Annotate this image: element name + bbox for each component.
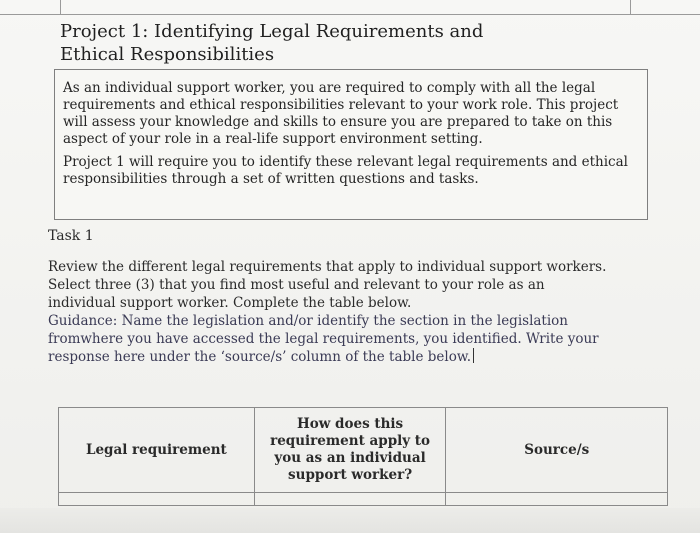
page-bottom-edge bbox=[0, 508, 700, 533]
text-cursor bbox=[473, 348, 474, 363]
column-divider bbox=[630, 0, 631, 14]
requirements-table bbox=[58, 407, 668, 506]
header-sources: Source/s bbox=[446, 408, 668, 493]
project-title: Project 1: Identifying Legal Requirements and Ethical Responsibilities bbox=[60, 21, 484, 65]
header-how-applies: How does this requirement apply to you as an individual support worker? bbox=[254, 408, 446, 493]
column-divider bbox=[60, 0, 61, 14]
task-instructions: Review the different legal requirements that apply to individual support workers. Select three (3) that you find most useful and relevant to your role as an individual support worker. Complete the table below. bbox=[48, 259, 607, 311]
task-guidance-text: Guidance: Name the legislation and/or identify the section in the legislation fromwhere you have accessed the legal requirements, you identified. Write your response here under the ‘source/s’ column of the table below. bbox=[48, 313, 599, 365]
intro-paragraph: Project 1 will require you to identify these relevant legal requirements and ethical responsibilities through a set of written questions and tasks. bbox=[63, 154, 628, 187]
task-title: Task 1 bbox=[48, 228, 94, 244]
cell-sources[interactable] bbox=[446, 493, 668, 506]
intro-box bbox=[54, 69, 648, 220]
intro-paragraph: As an individual support worker, you are required to comply with all the legal requirements and ethical responsibilities relevant to your work role. This project will assess your knowledge and skills to ensure you are prepared to take on this aspect of your role in a real-life support environment setting. bbox=[63, 80, 619, 147]
table-top-border bbox=[0, 0, 700, 15]
task-guidance bbox=[48, 312, 608, 366]
table-row bbox=[59, 493, 668, 506]
cell-legal-requirement[interactable] bbox=[59, 493, 255, 506]
task-body bbox=[48, 258, 608, 366]
header-legal-requirement: Legal requirement bbox=[59, 408, 255, 493]
table-header-row bbox=[59, 408, 668, 493]
cell-how-applies[interactable] bbox=[254, 493, 446, 506]
